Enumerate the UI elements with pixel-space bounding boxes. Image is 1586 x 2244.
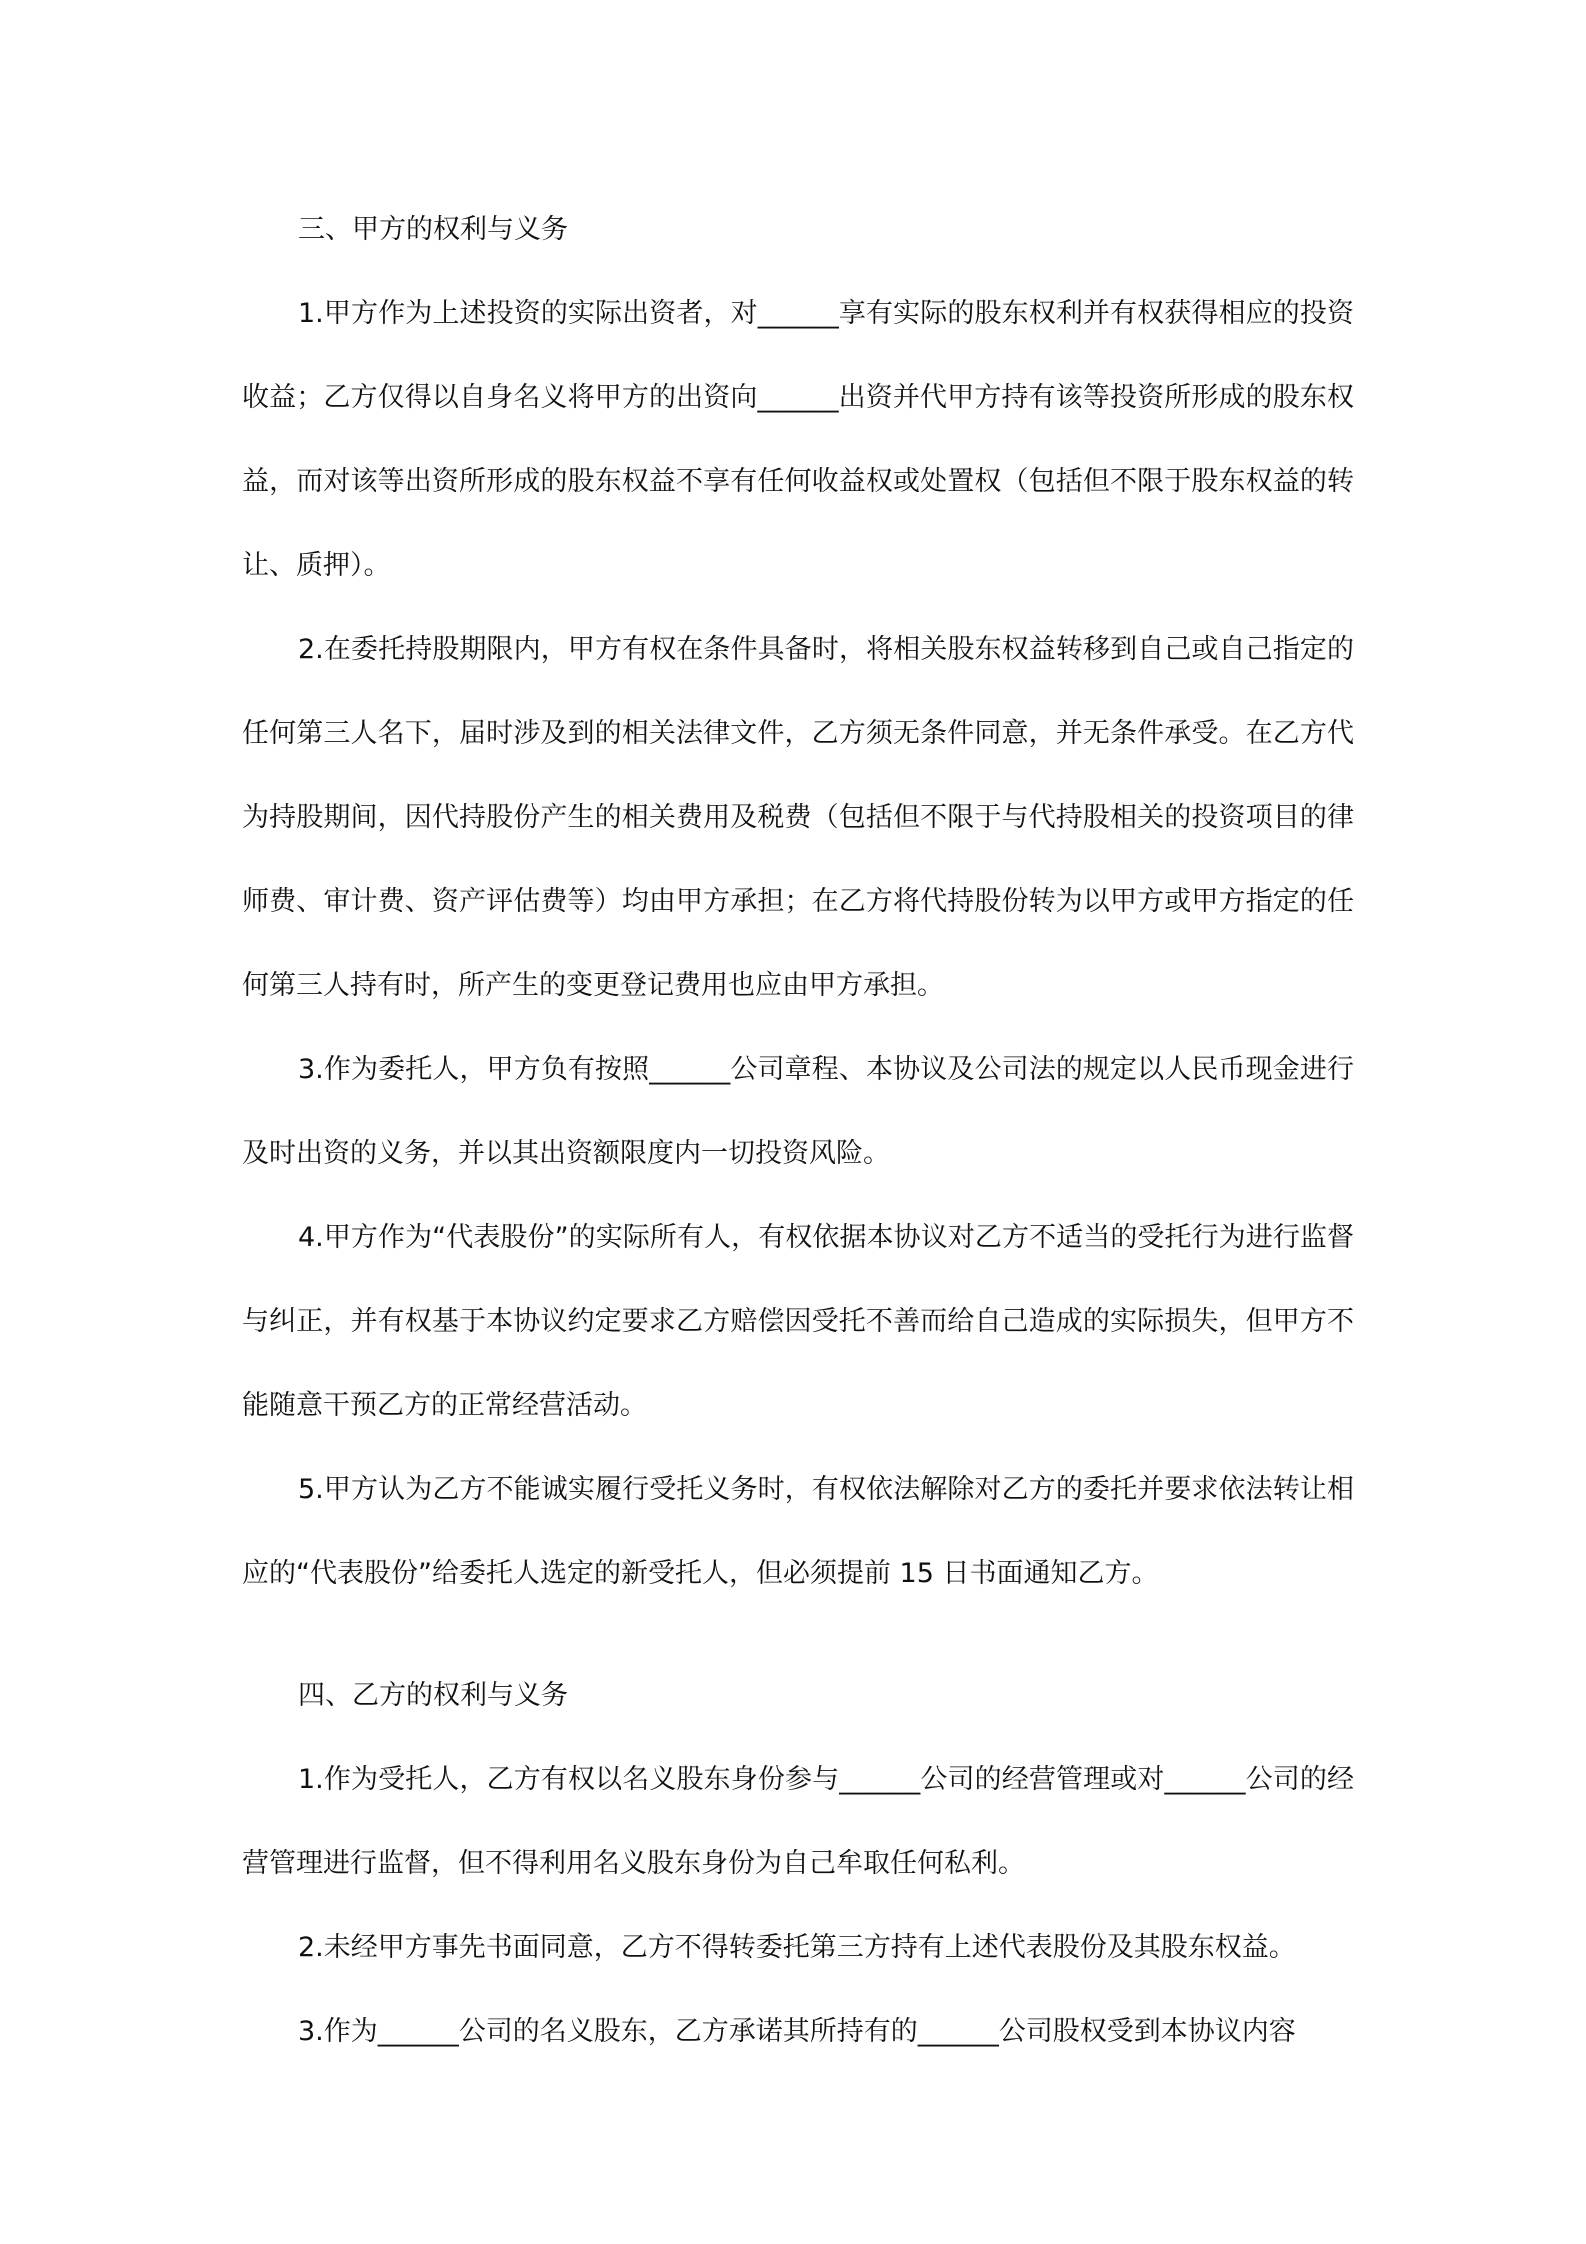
section-3-item-3: 3.作为委托人，甲方负有按照______公司章程、本协议及公司法的规定以人民币现金进行及时出资的义务，并以其出资额限度内一切投资风险。 xyxy=(242,1054,1354,1169)
section-4-item-1: 1.作为受托人，乙方有权以名义股东身份参与______公司的经营管理或对______公司的经营管理进行监督，但不得利用名义股东身份为自己牟取任何私利。 xyxy=(242,1764,1354,1879)
section-4-item-2: 2.未经甲方事先书面同意，乙方不得转委托第三方持有上述代表股份及其股东权益。 xyxy=(298,1932,1296,1963)
section-3-item-5: 5.甲方认为乙方不能诚实履行受托义务时，有权依法解除对乙方的委托并要求依法转让相应的“代表股份”给委托人选定的新受托人，但必须提前 15 日书面通知乙方。 xyxy=(242,1474,1354,1589)
section-4-item-3: 3.作为______公司的名义股东，乙方承诺其所持有的______公司股权受到本协议内容 xyxy=(298,2016,1296,2047)
section-3-item-4: 4.甲方作为“代表股份”的实际所有人，有权依据本协议对乙方不适当的受托行为进行监督与纠正，并有权基于本协议约定要求乙方赔偿因受托不善而给自己造成的实际损失，但甲方不能随意干预乙方的正常经营活动。 xyxy=(242,1222,1354,1421)
section-3-item-2: 2.在委托持股期限内，甲方有权在条件具备时，将相关股东权益转移到自己或自己指定的任何第三人名下，届时涉及到的相关法律文件，乙方须无条件同意，并无条件承受。在乙方代为持股期间，因代持股份产生的相关费用及税费（包括但不限于与代持股相关的投资项目的律师费、审计费、资产评估费等）均由甲方承担；在乙方将代持股份转为以甲方或甲方指定的任何第三人持有时，所产生的变更登记费用也应由甲方承担。 xyxy=(242,634,1354,1001)
section-3-item-1: 1.甲方作为上述投资的实际出资者，对______享有实际的股东权利并有权获得相应的投资收益；乙方仅得以自身名义将甲方的出资向______出资并代甲方持有该等投资所形成的股东权益，而对该等出资所形成的股东权益不享有任何收益权或处置权（包括但不限于股东权益的转让、质押）。 xyxy=(242,298,1354,581)
section-3-title: 三、甲方的权利与义务 xyxy=(298,214,568,245)
section-4-title: 四、乙方的权利与义务 xyxy=(298,1680,568,1711)
